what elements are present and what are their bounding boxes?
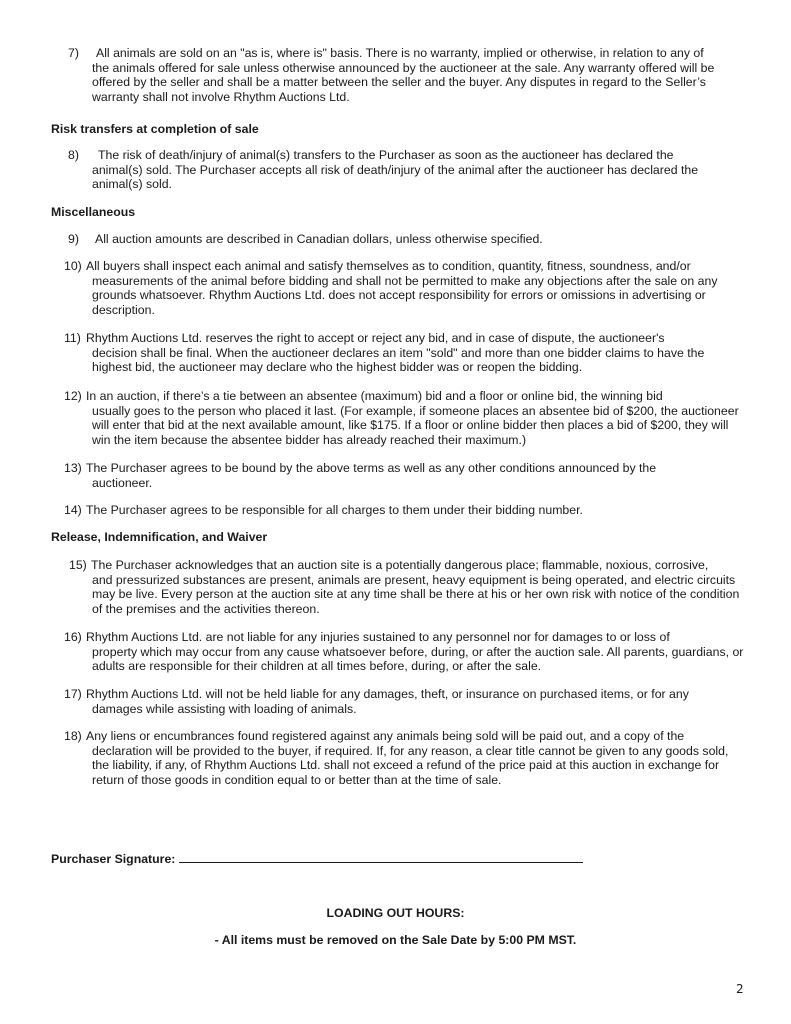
item-lead: All buyers shall inspect each animal and satisfy themselves as to condition, quantity, fitness, soundness, and/or xyxy=(86,259,691,273)
term-item-7 xyxy=(64,46,744,104)
item-number: 7) xyxy=(68,46,79,60)
item-number: 14) xyxy=(64,503,82,517)
item-number: 18) xyxy=(64,729,82,743)
item-lead: All animals are sold on an "as is, where is" basis. There is no warranty, implied or otherwise, in relation to any of xyxy=(96,46,704,60)
item-number: 15) xyxy=(69,558,87,572)
item-number: 11) xyxy=(64,331,81,345)
item-body: animal(s) sold. The Purchaser accepts all risk of death/injury of the animal after the auctioneer has declared the animal(s) sold. xyxy=(92,162,699,192)
item-body: declaration will be provided to the buyer, if required. If, for any reason, a clear title cannot be given to any goods sold, the liability, if any, of Rhythm Auctions Ltd. shall not exceed a refund of the price paid at this auction in exchange for return of those goods in condition equal to or better than at the time of sale. xyxy=(92,743,729,787)
item-lead: Any liens or encumbrances found registered against any animals being sold will be paid out, and a copy of the xyxy=(86,729,685,743)
signature-label: Purchaser Signature: xyxy=(51,852,176,866)
term-item-18 xyxy=(64,729,744,787)
term-item-13 xyxy=(64,461,744,490)
item-lead: The Purchaser agrees to be responsible for all charges to them under their bidding number. xyxy=(86,503,583,517)
item-number: 9) xyxy=(68,232,79,246)
item-lead: In an auction, if there’s a tie between an absentee (maximum) bid and a floor or online bid, the winning bid xyxy=(86,389,663,403)
item-number: 13) xyxy=(64,461,82,475)
item-body: property which may occur from any cause whatsoever before, during, or after the auction sale. All parents, guardians, or adults are responsible for their children at all times before, during, or after the sale. xyxy=(92,644,744,674)
item-number: 10) xyxy=(64,259,82,273)
item-body: decision shall be final. When the auctioneer declares an item "sold" and more than one bidder claims to have the highest bid, the auctioneer may declare who the highest bidder was or reopen the bidding. xyxy=(92,345,705,375)
item-body: the animals offered for sale unless otherwise announced by the auctioneer at the sale. Any warranty offered will be offered by the seller and shall be a matter between the seller and the buyer. Any disputes in regard to the Seller’s warranty shall not involve Rhythm Auctions Ltd. xyxy=(92,60,715,104)
section-heading-miscellaneous: Miscellaneous xyxy=(51,205,136,219)
purchaser-signature xyxy=(51,849,583,867)
item-body: auctioneer. xyxy=(92,475,153,490)
item-lead: The risk of death/injury of animal(s) transfers to the Purchaser as soon as the auctioneer has declared the xyxy=(98,148,674,162)
item-body: and pressurized substances are present, animals are present, heavy equipment is being operated, and electric circuits may be live. Every person at the auction site at any time shall be there at his or her own risk with notice of the condition of the premises and the activities thereon. xyxy=(92,572,740,616)
item-number: 8) xyxy=(68,148,79,162)
page-number: 2 xyxy=(736,982,744,996)
loading-out-note: - All items must be removed on the Sale Date by 5:00 PM MST. xyxy=(214,933,577,947)
item-lead: Rhythm Auctions Ltd. are not liable for any injuries sustained to any personnel nor for damages to or loss of xyxy=(86,630,670,644)
item-lead: The Purchaser agrees to be bound by the above terms as well as any other conditions announced by the xyxy=(86,461,657,475)
term-item-9 xyxy=(64,232,744,247)
term-item-16 xyxy=(64,630,744,674)
item-lead: The Purchaser acknowledges that an auction site is a potentially dangerous place; flammable, noxious, corrosive, xyxy=(91,558,709,572)
item-lead: Rhythm Auctions Ltd. will not be held liable for any damages, theft, or insurance on purchased items, or for any xyxy=(86,687,689,701)
item-body: damages while assisting with loading of animals. xyxy=(92,701,357,716)
signature-line-field[interactable] xyxy=(179,849,583,863)
term-item-17 xyxy=(64,687,744,716)
item-number: 16) xyxy=(64,630,82,644)
item-body: measurements of the animal before bidding and shall not be permitted to make any objections after the sale on any grounds whatsoever. Rhythm Auctions Ltd. does not accept responsibility for errors or omissions in advertising or description. xyxy=(92,273,718,317)
loading-out-title: LOADING OUT HOURS: xyxy=(326,906,465,920)
item-body: usually goes to the person who placed it last. (For example, if someone places an absentee bid of $200, the auctioneer will enter that bid at the next available amount, like $175. If a floor or online bidder then places a bid of $200, they will win the item because the absentee bidder has already reached their maximum.) xyxy=(92,403,739,447)
item-number: 12) xyxy=(64,389,82,403)
item-lead: All auction amounts are described in Canadian dollars, unless otherwise specified. xyxy=(95,232,543,246)
section-heading-release: Release, Indemnification, and Waiver xyxy=(51,530,268,544)
section-heading-risk: Risk transfers at completion of sale xyxy=(51,122,259,136)
term-item-8 xyxy=(64,148,744,192)
term-item-15 xyxy=(64,558,744,616)
item-number: 17) xyxy=(64,687,82,701)
item-lead: Rhythm Auctions Ltd. reserves the right to accept or reject any bid, and in case of dispute, the auctioneer's xyxy=(86,331,665,345)
term-item-14 xyxy=(64,503,744,518)
term-item-12 xyxy=(64,389,744,447)
term-item-11 xyxy=(64,331,744,375)
term-item-10 xyxy=(64,259,744,317)
